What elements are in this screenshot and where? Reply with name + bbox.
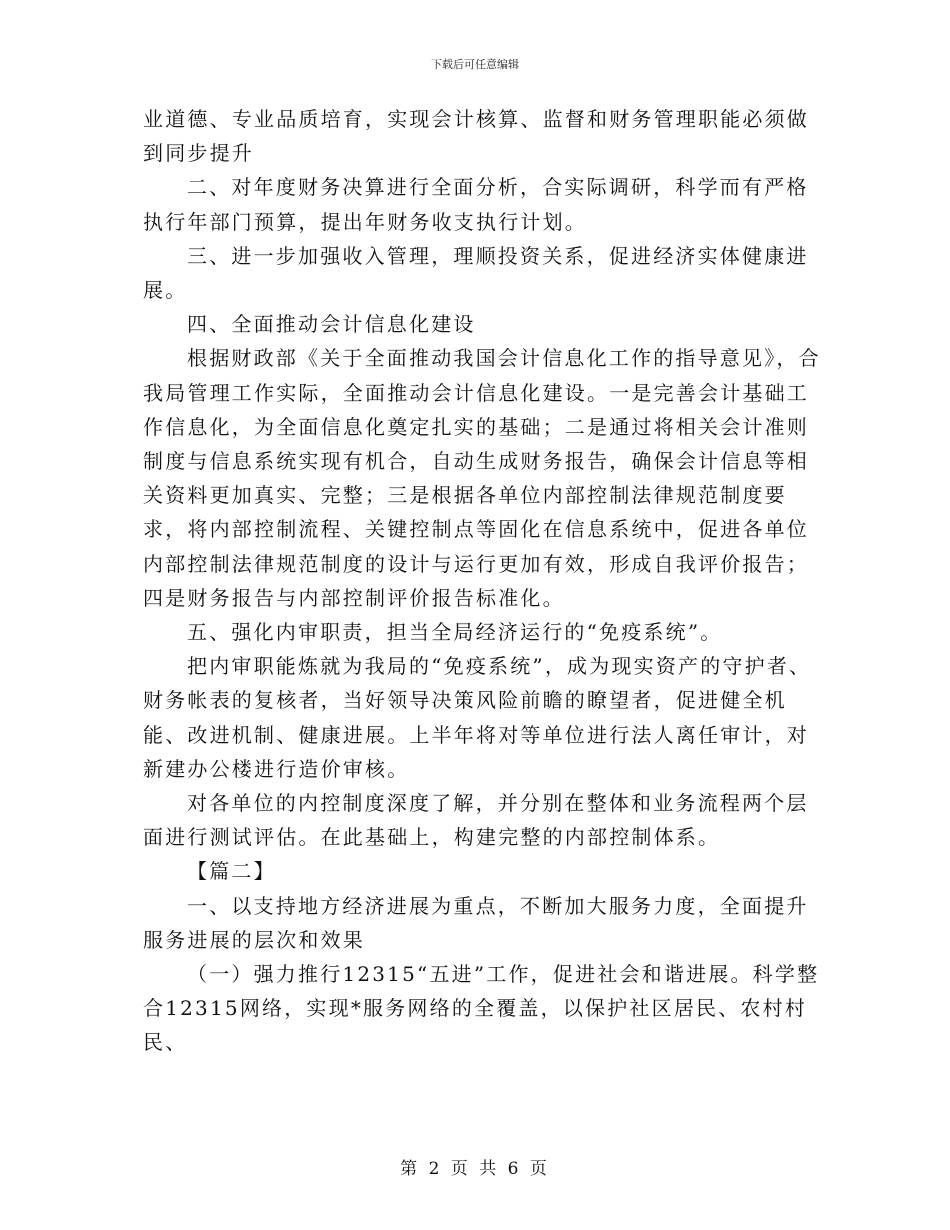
paragraph-5: 根据财政部《关于全面推动我国会计信息化工作的指导意见》，合我局管理工作实际，全面推动会计信息化建设。一是完善会计基础工作信息化，为全面信息化奠定扎实的基础；二是通过将相关会计准则制度与信息系统实现有机合，自动生成财务报告，确保会计信息等相关资料更加真实、完整；三是根据各单位内部控制法律规范制度要求，将内部控制流程、关键控制点等固化在信息系统中，促进各单位内部控制法律规范制度的设计与运行更加有效，形成自我评价报告；四是财务报告与内部控制评价报告标准化。 (143, 346, 821, 610)
page-header-note: 下载后可任意编辑 (431, 58, 519, 71)
section-title-part-two: 【篇二】 (187, 859, 276, 884)
page-number-footer: 第 2 页 共 6 页 (400, 1159, 550, 1179)
paragraph-3: 三、进一步加强收入管理，理顺投资关系，促进经济实体健康进展。 (143, 243, 809, 303)
paragraph-4-heading: 四、全面推动会计信息化建设 (187, 312, 476, 337)
document-body (143, 102, 823, 1060)
paragraph-1: 业道德、专业品质培育，实现会计核算、监督和财务管理职能必须做到同步提升 (143, 107, 809, 166)
paragraph-7: 把内审职能炼就为我局的“免疫系统”，成为现实资产的守护者、财务帐表的复核者，当好领导决策风险前瞻的瞭望者，促进健全机能、改进机制、健康进展。上半年将对等单位进行法人离任审计，对新建办公楼进行造价审核。 (143, 654, 812, 781)
paragraph-10: 一、以支持地方经济进展为重点，不断加大服务力度，全面提升服务进展的层次和效果 (143, 893, 809, 952)
paragraph-11: （一）强力推行12315“五进”工作，促进社会和谐进展。科学整合12315网络，实现*服务网络的全覆盖，以保护社区居民、农村村民、 (143, 962, 820, 1055)
paragraph-2: 二、对年度财务决算进行全面分析，合实际调研，科学而有严格执行年部门预算，提出年财务收支执行计划。 (143, 175, 809, 234)
paragraph-8: 对各单位的内控制度深度了解，并分别在整体和业务流程两个层面进行测试评估。在此基础上，构建完整的内部控制体系。 (143, 791, 809, 850)
paragraph-6-heading: 五、强化内审职责，担当全局经济运行的“免疫系统”。 (187, 620, 723, 645)
